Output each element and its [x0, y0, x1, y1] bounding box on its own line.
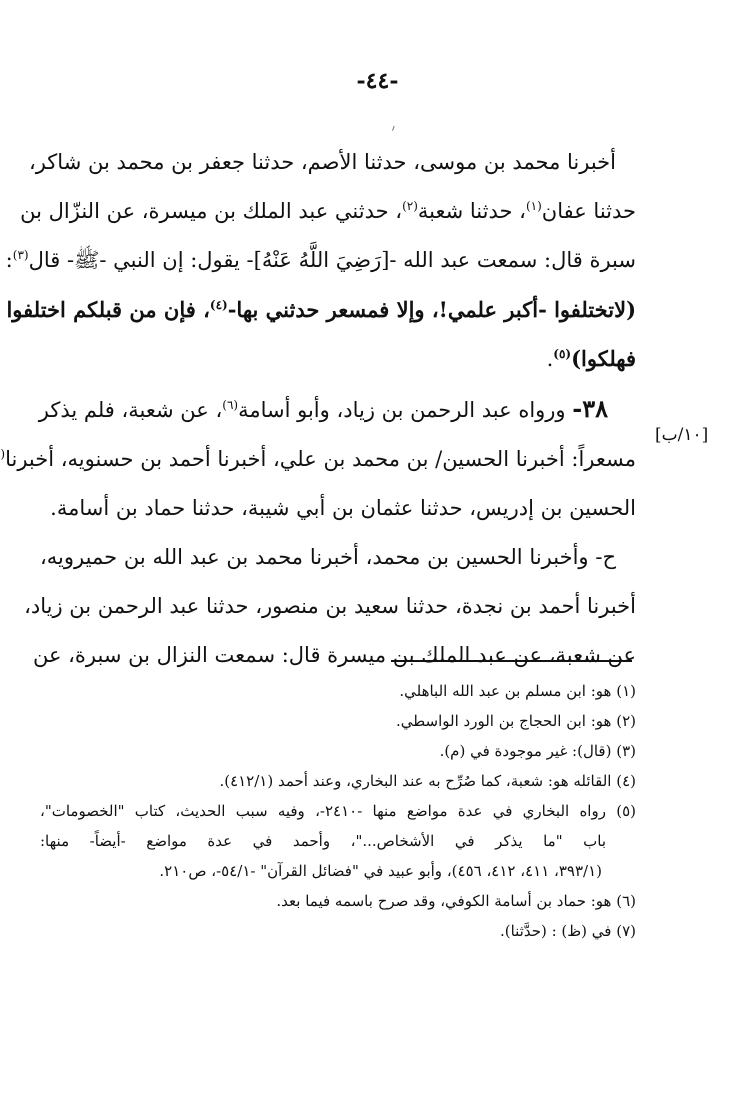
text-line: الحسين بن إدريس، حدثنا عثمان بن أبي شيبة، حدثنا حماد بن أسامة.: [50, 496, 636, 520]
footnote: (٦) هو: حماد بن أسامة الكوفي، وقد صرح باسمه فيما بعد.: [276, 892, 636, 910]
footnote-continuation: باب "ما يذكر في الأشخاص..."، وأحمد في عدة مواضع -أيضاً- منها:: [40, 832, 606, 850]
footnote-marker: (٥): [553, 347, 572, 361]
footnote-marker: (٣): [12, 248, 29, 262]
footnote: (٤) القائله هو: شعبة، كما صُرِّح به عند البخاري، وعند أحمد (٤١٢/١).: [219, 772, 636, 790]
text-line: عن شعبة، عن عبد الملك بن ميسرة قال: سمعت النزال بن سبرة، عن: [32, 643, 636, 667]
footnote: (٣) (قال): غير موجودة في (م).: [439, 742, 636, 760]
page-number: -٤٤-: [356, 68, 399, 94]
text-line: أخبرنا محمد بن موسى، حدثنا الأصم، حدثنا جعفر بن محمد بن شاكر،: [28, 150, 616, 174]
manuscript-folio-note: [١٠/ب]: [655, 425, 709, 445]
footnote: (١) هو: ابن مسلم بن عبد الله الباهلي.: [399, 682, 636, 700]
item-number: ٣٨-: [572, 394, 608, 423]
main-text: [0, 138, 636, 680]
stray-pen-mark: [387, 124, 394, 131]
footnote: (٢) هو: ابن الحجاج بن الورد الواسطي.: [395, 712, 636, 730]
text-line: حدثنا عفان$^{(١)}$، حدثنا شعبة$^{(٢)}$، حدثني عبد الملك بن ميسرة، عن النزّال بن: [20, 199, 636, 223]
text-line: ح- وأخبرنا الحسين بن محمد، أخبرنا محمد بن عبد الله بن حميرويه،: [40, 545, 616, 569]
footnote-continuation: (٣٩٣/١، ٤١١، ٤١٢، ٤٥٦)، وأبو عبيد في "فضائل القرآن" -٥٤/١-، ص٢١٠.: [159, 862, 602, 880]
text-line: سبرة قال: سمعت عبد الله -[رَضِيَ اللَّهُ عَنْهُ]- يقول: إن النبي -ﷺ- قال$^{(٣)}$:: [5, 248, 636, 272]
text-line: ٣٨- ورواه عبد الرحمن بن زياد، وأبو أسامة$^{(٦)}$، عن شعبة، فلم يذكر: [38, 394, 608, 423]
footnote-marker: (٦): [222, 398, 239, 412]
footnotes: [40, 676, 636, 946]
footnote-marker: (٤): [209, 298, 228, 312]
footnote-divider: [391, 660, 632, 662]
text-line: أخبرنا أحمد بن نجدة، حدثنا سعيد بن منصور، حدثنا عبد الرحمن بن زياد،: [24, 594, 636, 618]
hadith-text-line: (لاتختلفوا -أكبر علمي!، وإلا فمسعر حدثني بها-$^{(٤)}$، فإن من قبلكم اختلفوا: [6, 297, 636, 322]
footnote-marker: (: [0, 447, 6, 461]
footnote: (٥) رواه البخاري في عدة مواضع منها -٢٤١٠-، وفيه سبب الحديث، كتاب "الخصومات"،: [40, 802, 636, 820]
footnote: (٧) في (ظ) : (حدَّثنا).: [499, 922, 636, 940]
hadith-text-line: فهلكوا)$^{(٥)}$.: [546, 346, 636, 371]
footnote-marker: (٢): [402, 199, 418, 213]
text-line: مسعراً: أخبرنا الحسين/ بن محمد بن علي، أخبرنا أحمد بن حسنويه، أخبرنا(: [40, 435, 636, 484]
footnote-marker: (١): [525, 199, 542, 213]
